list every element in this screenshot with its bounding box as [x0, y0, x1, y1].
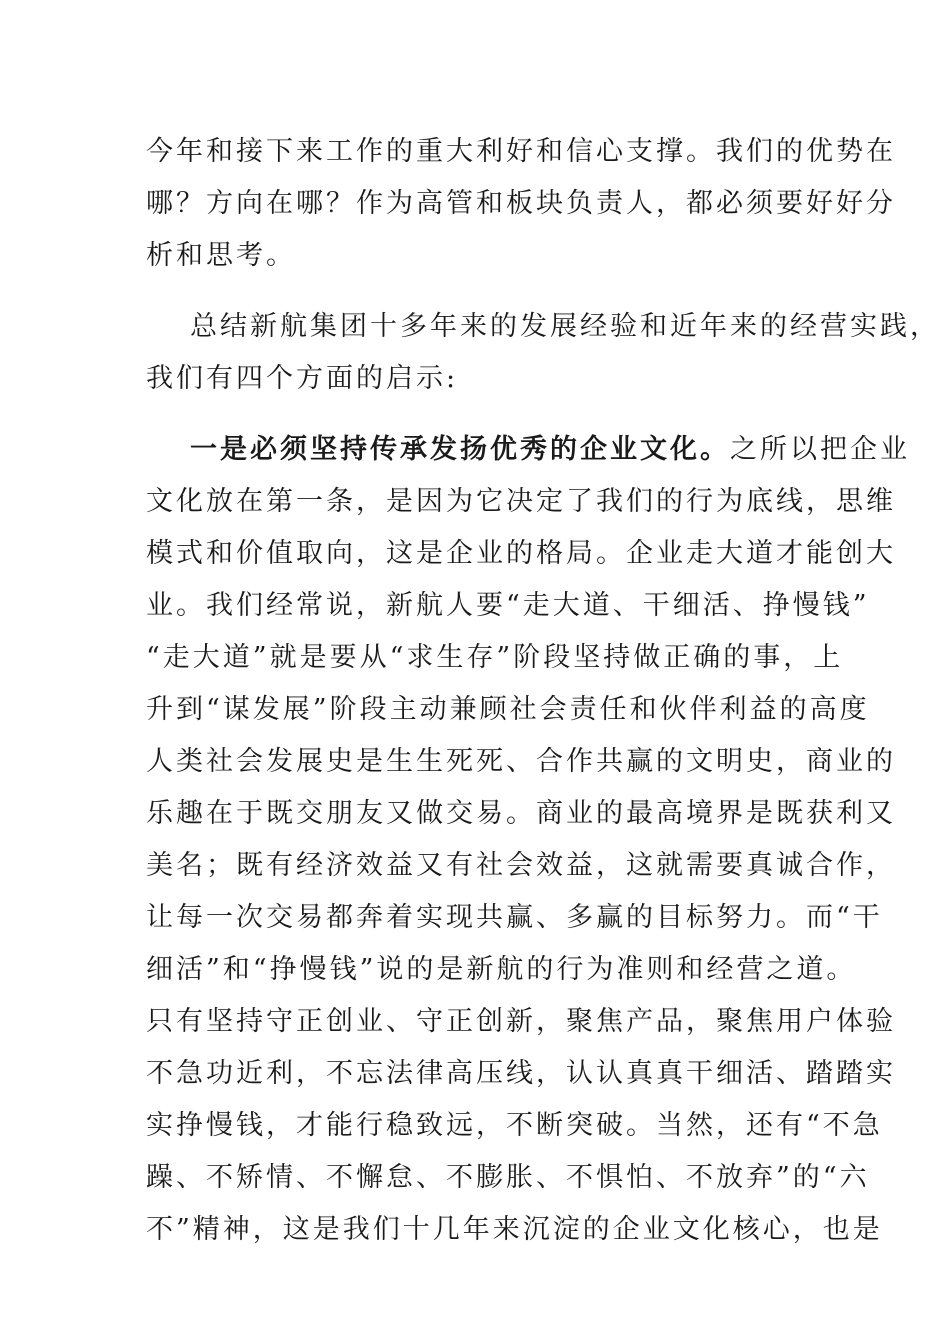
text-line: 今年和接下来工作的重大利好和信心支撑。我们的优势在 [146, 136, 896, 167]
text-line: 不”精神，这是我们十几年来沉淀的企业文化核心，也是 [146, 1214, 883, 1245]
text-line: 析和思考。 [146, 240, 296, 271]
text-line: 实挣慢钱，才能行稳致远，不断突破。当然，还有“不急 [146, 1110, 883, 1141]
text-line: 不急功近利，不忘法律高压线，认认真真干细活、踏踏实 [146, 1058, 896, 1089]
text-line: 哪？方向在哪？作为高管和板块负责人，都必须要好好分 [146, 188, 896, 219]
paragraph-3 [146, 424, 910, 1256]
text-line: 模式和价值取向，这是企业的格局。企业走大道才能创大 [146, 538, 896, 569]
paragraph-1 [146, 126, 896, 282]
text-line: 业。我们经常说，新航人要“走大道、干细活、挣慢钱” [146, 590, 870, 621]
text-line: 细活”和“挣慢钱”说的是新航的行为准则和经营之道。 [146, 954, 857, 985]
text-line: 让每一次交易都奔着实现共赢、多赢的目标努力。而“干 [146, 902, 883, 933]
lead-text: 之所以把企业 [730, 434, 910, 465]
text-line: 升到“谋发展”阶段主动兼顾社会责任和伙伴利益的高度 [146, 694, 870, 725]
paragraph-2 [146, 301, 940, 405]
text-line: 乐趣在于既交朋友又做交易。商业的最高境界是既获利又 [146, 798, 896, 829]
text-line: 躁、不矫情、不懈怠、不膨胀、不惧怕、不放弃”的“六 [146, 1162, 870, 1193]
text-line: 美名；既有经济效益又有社会效益，这就需要真诚合作， [146, 850, 896, 881]
text-line: 我们有四个方面的启示: [146, 363, 459, 394]
text-line: “走大道”就是要从“求生存”阶段坚持做正确的事，上 [146, 642, 844, 673]
lead-heading: 一是必须坚持传承发扬优秀的企业文化。 [190, 434, 730, 465]
text-line: 总结新航集团十多年来的发展经验和近年来的经营实践， [190, 311, 940, 342]
document-page [146, 126, 940, 1256]
text-line: 只有坚持守正创业、守正创新，聚焦产品，聚焦用户体验 [146, 1006, 896, 1037]
text-line: 人类社会发展史是生生死死、合作共赢的文明史，商业的 [146, 746, 896, 777]
text-line: 文化放在第一条，是因为它决定了我们的行为底线，思维 [146, 486, 896, 517]
text-line-lead [146, 424, 910, 476]
